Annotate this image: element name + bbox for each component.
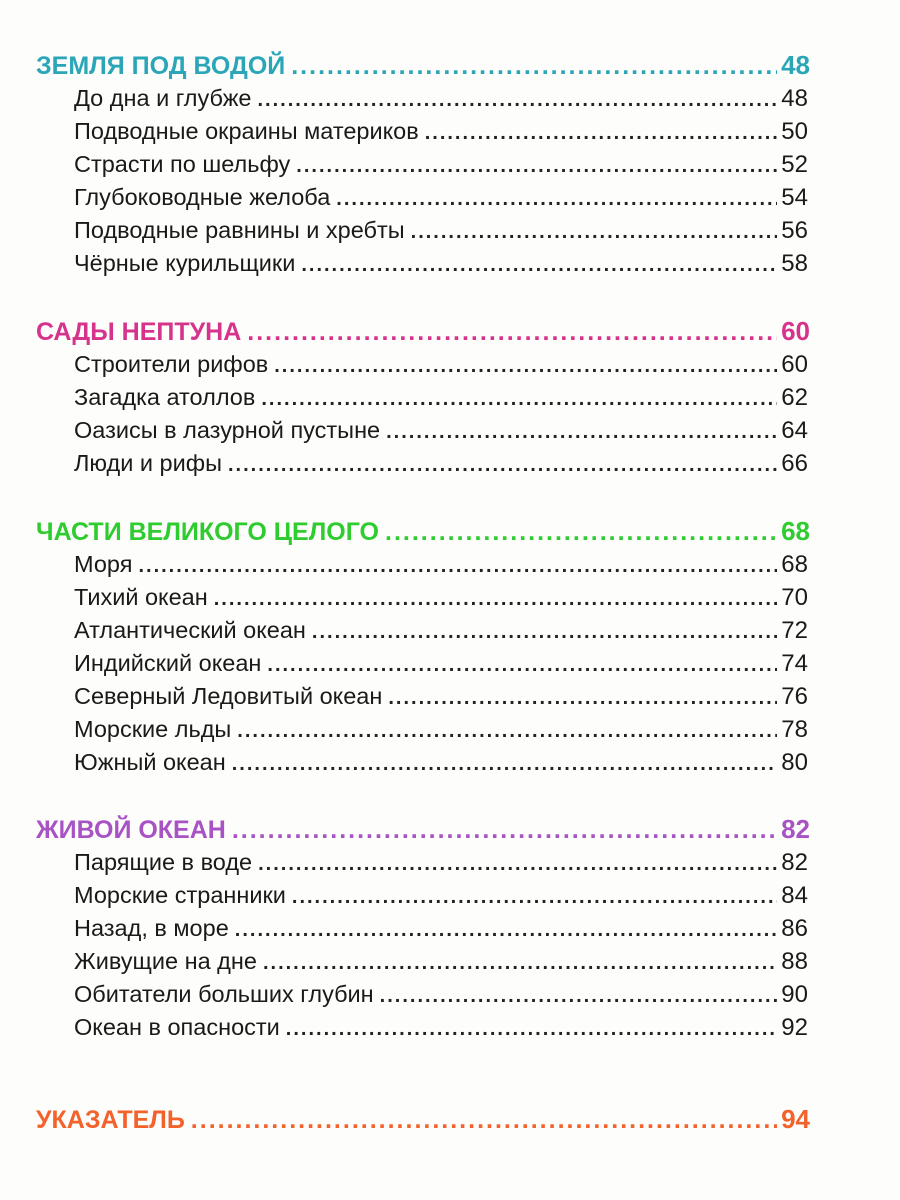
toc-section-zemlya[interactable] bbox=[36, 50, 810, 84]
toc-entry[interactable] bbox=[74, 948, 808, 980]
dot-leader bbox=[291, 52, 777, 81]
entry-title: Оазисы в лазурной пустыне bbox=[74, 417, 381, 443]
toc-entry[interactable] bbox=[74, 450, 808, 482]
entry-page: 92 bbox=[781, 1014, 808, 1041]
toc-entry[interactable] bbox=[74, 882, 808, 914]
dot-leader bbox=[258, 853, 777, 876]
dot-leader bbox=[425, 122, 778, 145]
toc-entry[interactable] bbox=[74, 584, 808, 616]
entry-title: Обитатели больших глубин bbox=[74, 981, 374, 1007]
entry-page: 74 bbox=[781, 650, 808, 677]
dot-leader bbox=[301, 254, 777, 277]
dot-leader bbox=[228, 454, 777, 477]
entry-title: Парящие в воде bbox=[74, 849, 253, 875]
toc-section-sady[interactable] bbox=[36, 316, 810, 350]
entry-title: Южный океан bbox=[74, 749, 226, 775]
section-title: ЖИВОЙ ОКЕАН bbox=[36, 816, 226, 844]
entry-page: 50 bbox=[781, 118, 808, 145]
entry-title: Тихий океан bbox=[74, 584, 208, 610]
dot-leader bbox=[258, 89, 778, 112]
toc-entry[interactable] bbox=[74, 118, 808, 150]
dot-leader bbox=[267, 654, 777, 677]
entry-page: 90 bbox=[781, 981, 808, 1008]
entry-title: Северный Ледовитый океан bbox=[74, 683, 383, 709]
entry-page: 86 bbox=[781, 915, 808, 942]
dot-leader bbox=[411, 221, 778, 244]
entry-page: 64 bbox=[781, 417, 808, 444]
dot-leader bbox=[286, 1018, 778, 1041]
entry-page: 76 bbox=[781, 683, 808, 710]
dot-leader bbox=[380, 985, 778, 1008]
toc-section-ukazatel[interactable] bbox=[36, 1104, 810, 1138]
section-page: 48 bbox=[781, 50, 810, 80]
entry-page: 72 bbox=[781, 617, 808, 644]
dot-leader bbox=[232, 753, 778, 776]
entry-title: Подводные окраины материков bbox=[74, 118, 419, 144]
entry-page: 52 bbox=[781, 151, 808, 178]
entry-title: Морские льды bbox=[74, 716, 232, 742]
entry-title: Строители рифов bbox=[74, 351, 269, 377]
dot-leader bbox=[312, 621, 777, 644]
entry-page: 60 bbox=[781, 351, 808, 378]
entry-page: 80 bbox=[781, 749, 808, 776]
toc-entry[interactable] bbox=[74, 151, 808, 183]
entry-page: 54 bbox=[781, 184, 808, 211]
toc-entry[interactable] bbox=[74, 250, 808, 282]
toc-entry[interactable] bbox=[74, 981, 808, 1013]
toc-entry[interactable] bbox=[74, 184, 808, 216]
dot-leader bbox=[214, 588, 778, 611]
entry-title: Загадка атоллов bbox=[74, 384, 256, 410]
entry-title: Люди и рифы bbox=[74, 450, 222, 476]
entry-title: Глубоководные желоба bbox=[74, 184, 331, 210]
toc-section-zhivoy[interactable] bbox=[36, 814, 810, 848]
toc-section-chasti[interactable] bbox=[36, 516, 810, 550]
dot-leader bbox=[247, 318, 777, 347]
toc-entry[interactable] bbox=[74, 650, 808, 682]
entry-title: Морские странники bbox=[74, 882, 286, 908]
entry-title: Живущие на дне bbox=[74, 948, 257, 974]
section-page: 82 bbox=[781, 814, 810, 844]
toc-entry[interactable] bbox=[74, 217, 808, 249]
entry-title: Подводные равнины и хребты bbox=[74, 217, 405, 243]
entry-page: 62 bbox=[781, 384, 808, 411]
section-title: ЧАСТИ ВЕЛИКОГО ЦЕЛОГО bbox=[36, 518, 380, 546]
entry-title: Чёрные курильщики bbox=[74, 250, 296, 276]
dot-leader bbox=[386, 421, 777, 444]
toc-entry[interactable] bbox=[74, 716, 808, 748]
entry-title: Моря bbox=[74, 551, 133, 577]
entry-page: 48 bbox=[781, 85, 808, 112]
toc-entry[interactable] bbox=[74, 617, 808, 649]
dot-leader bbox=[274, 355, 777, 378]
dot-leader bbox=[232, 816, 777, 845]
dot-leader bbox=[385, 518, 777, 547]
dot-leader bbox=[336, 188, 777, 211]
section-page: 94 bbox=[781, 1104, 810, 1134]
entry-page: 66 bbox=[781, 450, 808, 477]
entry-page: 84 bbox=[781, 882, 808, 909]
dot-leader bbox=[296, 155, 777, 178]
dot-leader bbox=[237, 720, 777, 743]
toc-entry[interactable] bbox=[74, 1014, 808, 1046]
entry-title: Атлантический океан bbox=[74, 617, 306, 643]
entry-title: Назад, в море bbox=[74, 915, 229, 941]
toc-entry[interactable] bbox=[74, 384, 808, 416]
section-page: 68 bbox=[781, 516, 810, 546]
section-title: УКАЗАТЕЛЬ bbox=[36, 1106, 185, 1134]
entry-page: 78 bbox=[781, 716, 808, 743]
entry-title: Индийский океан bbox=[74, 650, 262, 676]
toc-entry[interactable] bbox=[74, 85, 808, 117]
dot-leader bbox=[261, 388, 777, 411]
toc-entry[interactable] bbox=[74, 351, 808, 383]
toc-entry[interactable] bbox=[74, 749, 808, 781]
entry-page: 56 bbox=[781, 217, 808, 244]
dot-leader bbox=[263, 952, 777, 975]
entry-page: 88 bbox=[781, 948, 808, 975]
toc-entry[interactable] bbox=[74, 417, 808, 449]
dot-leader bbox=[191, 1106, 777, 1135]
section-title: САДЫ НЕПТУНА bbox=[36, 318, 242, 346]
toc-entry[interactable] bbox=[74, 683, 808, 715]
section-page: 60 bbox=[781, 316, 810, 346]
entry-page: 58 bbox=[781, 250, 808, 277]
entry-title: До дна и глубже bbox=[74, 85, 252, 111]
toc-entry[interactable] bbox=[74, 551, 808, 583]
dot-leader bbox=[292, 886, 777, 909]
dot-leader bbox=[138, 555, 777, 578]
toc-entry[interactable] bbox=[74, 915, 808, 947]
entry-title: Страсти по шельфу bbox=[74, 151, 291, 177]
dot-leader bbox=[388, 687, 777, 710]
dot-leader bbox=[235, 919, 778, 942]
entry-page: 82 bbox=[781, 849, 808, 876]
entry-page: 68 bbox=[781, 551, 808, 578]
entry-title: Океан в опасности bbox=[74, 1014, 280, 1040]
section-title: ЗЕМЛЯ ПОД ВОДОЙ bbox=[36, 52, 286, 80]
toc-entry[interactable] bbox=[74, 849, 808, 881]
entry-page: 70 bbox=[781, 584, 808, 611]
